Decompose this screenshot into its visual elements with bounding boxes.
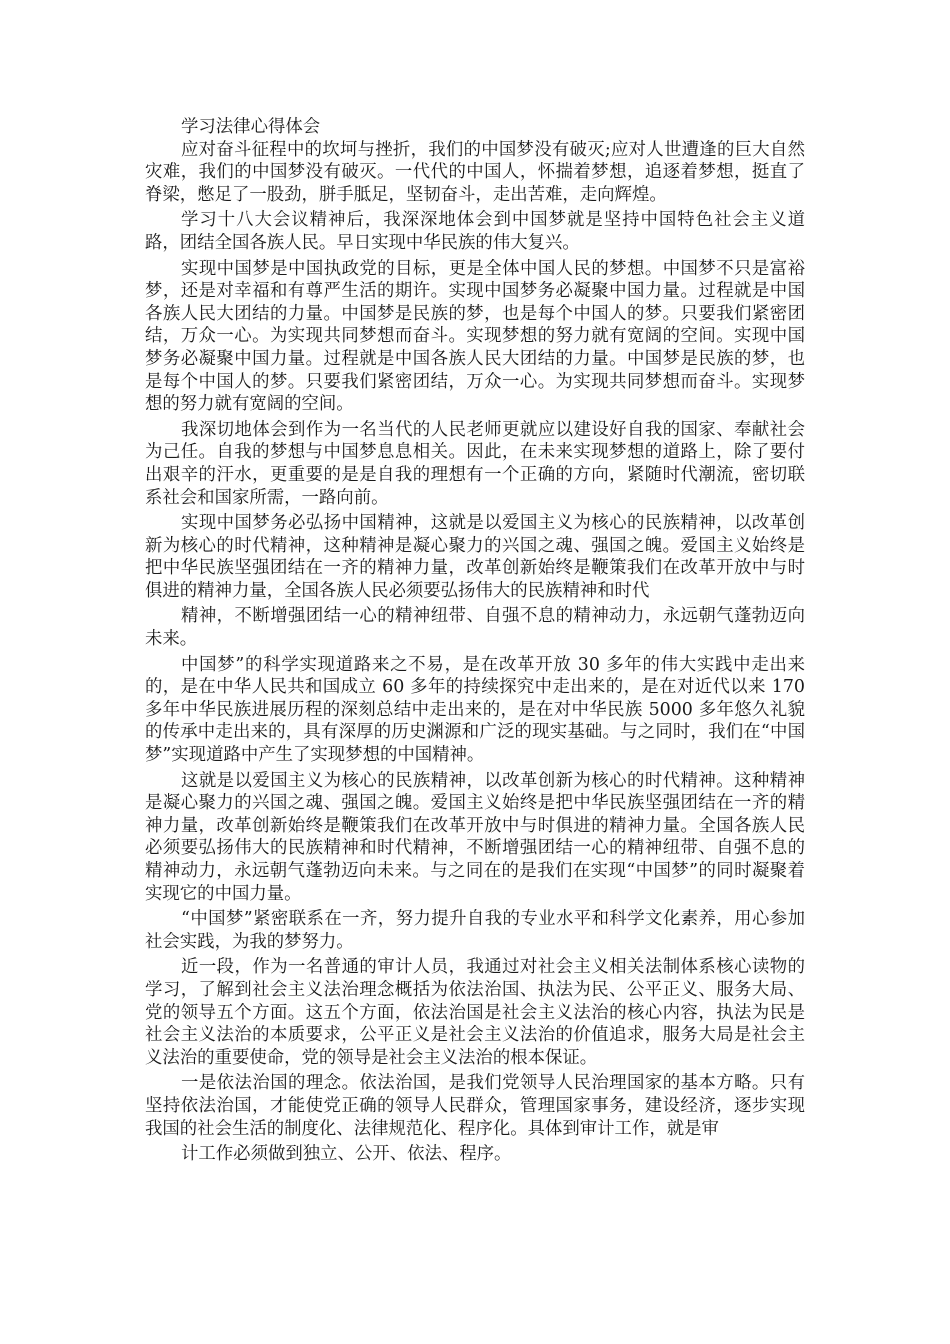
paragraph: “中国梦”紧密联系在一齐，努力提升自我的专业水平和科学文化素养，用心参加社会实践，为我的梦努力。 — [145, 909, 805, 952]
paragraph: 精神，不断增强团结一心的精神纽带、自强不息的精神动力，永远朝气蓬勃迈向未来。 — [145, 606, 805, 650]
paragraph: 中国梦”的科学实现道路来之不易，是在改革开放 30 多年的伟大实践中走出来的，是在中华人民共和国成立 60 多年的持续探究中走出来的，是在对近代以来 170 多年中华民族进展历程的深刻总结中走出来的，是在对中华民族 5000 多年悠久礼貌的传承中走出来的，具有深厚的历史渊源和广泛的现实基础。与之同时，我们在“中国梦”实现道路中产生了实现梦想的中国精神。 — [145, 654, 805, 766]
paragraph: 这就是以爱国主义为核心的民族精神，以改革创新为核心的时代精神。这种精神是凝心聚力的兴国之魂、强国之魄。爱国主义始终是把中华民族坚强团结在一齐的精神力量，改革创新始终是鞭策我们在改革开放中与时俱进的精神力量。全国各族人民必须要弘扬伟大的民族精神和时代精神，不断增强团结一心的精神纽带、自强不息的精神动力，永远朝气蓬勃迈向未来。与之同在的是我们在实现“中国梦”的同时凝聚着实现它的中国力量。 — [145, 770, 805, 904]
document-title: 学习法律心得体会 — [181, 117, 321, 137]
paragraph: 实现中国梦务必弘扬中国精神，这就是以爱国主义为核心的民族精神，以改革创新为核心的时代精神，这种精神是凝心聚力的兴国之魂、强国之魄。爱国主义始终是把中华民族坚强团结在一齐的精神力量，改革创新始终是鞭策我们在改革开放中与时俱进的精神力量，全国各族人民必须要弘扬伟大的民族精神和时代 — [145, 513, 805, 601]
paragraph: 近一段，作为一名普通的审计人员，我通过对社会主义相关法制体系核心读物的学习，了解到社会主义法治理念概括为依法治国、执法为民、公平正义、服务大局、党的领导五个方面。这五个方面，依法治国是社会主义法治的核心内容，执法为民是社会主义法治的本质要求，公平正义是社会主义法治的价值追求，服务大局是社会主义法治的重要使命，党的领导是社会主义法治的根本保证。 — [145, 957, 805, 1068]
document-body — [145, 116, 805, 1169]
paragraph: 计工作必须做到独立、公开、依法、程序。 — [181, 1144, 512, 1165]
paragraph: 应对奋斗征程中的坎坷与挫折，我们的中国梦没有破灭;应对人世遭逢的巨大自然灾难，我们的中国梦没有破灭。一代代的中国人，怀揣着梦想，追逐着梦想，挺直了脊梁，憋足了一股劲，胼手胝足，坚韧奋斗，走出苦难，走向辉煌。 — [145, 139, 805, 205]
paragraph: 我深切地体会到作为一名当代的人民老师更就应以建设好自我的国家、奉献社会为己任。自我的梦想与中国梦息息相关。因此，在未来实现梦想的道路上，除了要付出艰辛的汗水，更重要的是是自我的理想有一个正确的方向，紧随时代潮流，密切联系社会和国家所需，一路向前。 — [145, 419, 805, 508]
paragraph: 一是依法治国的理念。依法治国，是我们党领导人民治理国家的基本方略。只有坚持依法治国，才能使党正确的领导人民群众，管理国家事务，建设经济，逐步实现我国的社会生活的制度化、法律规范化、程序化。具体到审计工作，就是审 — [145, 1073, 805, 1139]
paragraph: 学习十八大会议精神后，我深深地体会到中国梦就是坚持中国特色社会主义道路，团结全国各族人民。早日实现中华民族的伟大复兴。 — [145, 210, 805, 253]
paragraph: 实现中国梦是中国执政党的目标，更是全体中国人民的梦想。中国梦不只是富裕梦，还是对幸福和有尊严生活的期许。实现中国梦务必凝聚中国力量。过程就是中国各族人民大团结的力量。中国梦是民族的梦，也是每个中国人的梦。只要我们紧密团结，万众一心。为实现共同梦想而奋斗。实现梦想的努力就有宽阔的空间。实现中国梦务必凝聚中国力量。过程就是中国各族人民大团结的力量。中国梦是民族的梦，也是每个中国人的梦。只要我们紧密团结，万众一心。为实现共同梦想而奋斗。实现梦想的努力就有宽阔的空间。 — [145, 258, 805, 415]
